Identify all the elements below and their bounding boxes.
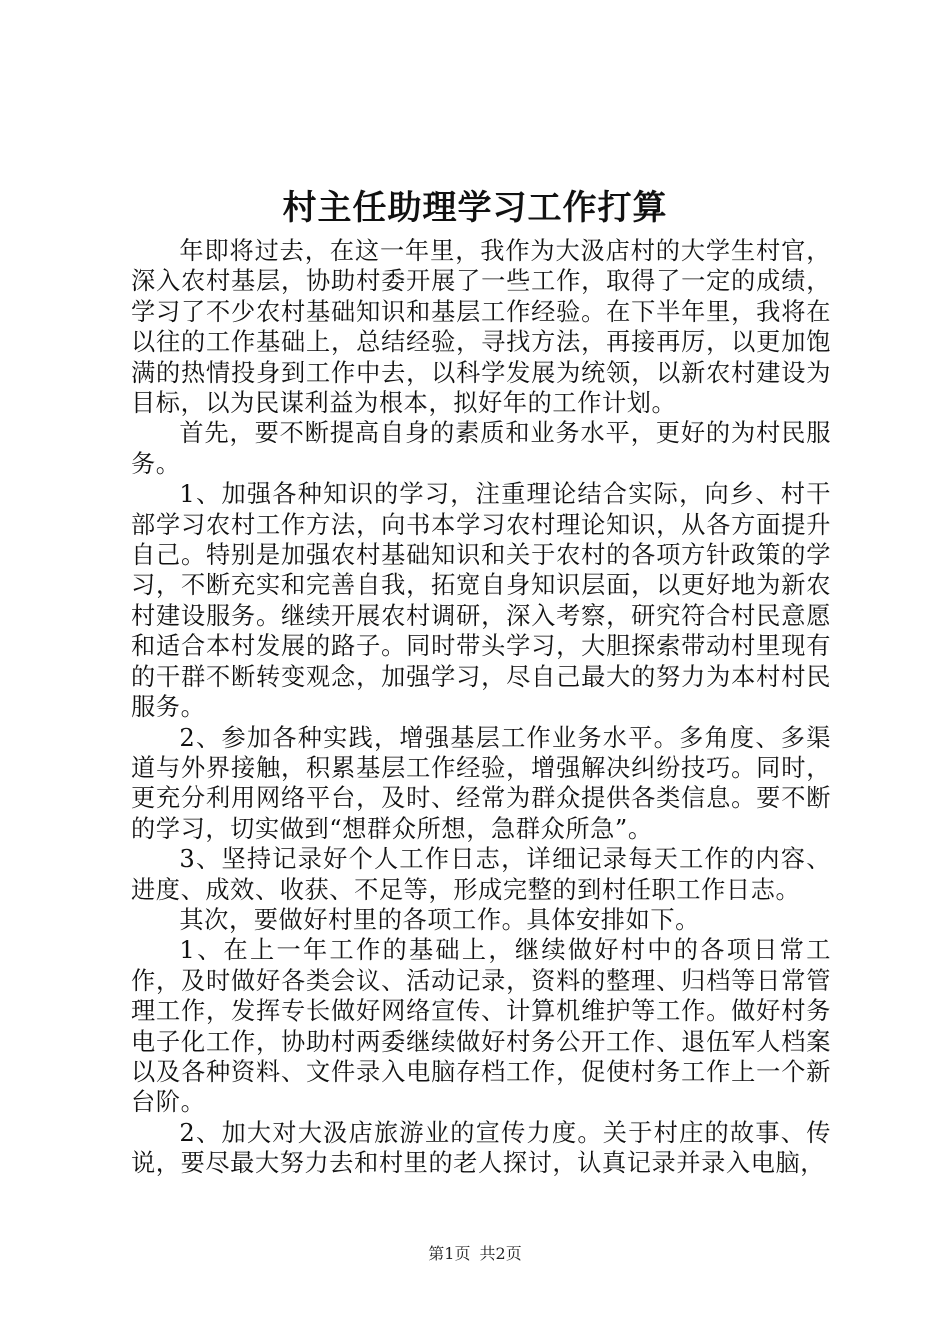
- paragraph: 年即将过去，在这一年里，我作为大汲店村的大学生村官，深入农村基层，协助村委开展了一些工作，取得了一定的成绩，学习了不少农村基础知识和基层工作经验。在下半年里，我将在以往的工作基础上，总结经验，寻找方法，再接再厉，以更加饱满的热情投身到工作中去，以科学发展为统领，以新农村建设为目标，以为民谋利益为根本，拟好年的工作计划。: [131, 237, 831, 418]
- page-total: 共2页: [479, 1244, 522, 1263]
- page-footer: [0, 1242, 950, 1266]
- page-number: 第1页: [428, 1244, 471, 1263]
- paragraph: 2、参加各种实践，增强基层工作业务水平。多角度、多渠道与外界接触，积累基层工作经验，增强解决纠纷技巧。同时，更充分利用网络平台，及时、经常为群众提供各类信息。要不断的学习，切实做到“想群众所想，急群众所急”。: [131, 723, 831, 843]
- paragraph: 1、加强各种知识的学习，注重理论结合实际，向乡、村干部学习农村工作方法，向书本学习农村理论知识，从各方面提升自己。特别是加强农村基础知识和关于农村的各项方针政策的学习，不断充实和完善自我，拓宽自身知识层面，以更好地为新农村建设服务。继续开展农村调研，深入考察，研究符合村民意愿和适合本村发展的路子。同时带头学习，大胆探索带动村里现有的干群不断转变观念，加强学习，尽自己最大的努力为本村村民服务。: [131, 480, 831, 722]
- paragraph: 其次，要做好村里的各项工作。具体安排如下。: [179, 905, 700, 934]
- paragraph: 3、坚持记录好个人工作日志，详细记录每天工作的内容、进度、成效、收获、不足等，形成完整的到村任职工作日志。: [131, 845, 831, 904]
- paragraph: 首先，要不断提高自身的素质和业务水平，更好的为村民服务。: [131, 419, 831, 478]
- document-body: [131, 236, 831, 1179]
- paragraph: 2、加大对大汲店旅游业的宣传力度。关于村庄的故事、传说，要尽最大努力去和村里的老人探讨，认真记录并录入电脑，: [131, 1118, 831, 1178]
- paragraph: 1、在上一年工作的基础上，继续做好村中的各项日常工作，及时做好各类会议、活动记录，资料的整理、归档等日常管理工作，发挥专长做好网络宣传、计算机维护等工作。做好村务电子化工作，协助村两委继续做好村务公开工作、退伍军人档案以及各种资料、文件录入电脑存档工作，促使村务工作上一个新台阶。: [131, 936, 831, 1117]
- document-title: 村主任助理学习工作打算: [282, 188, 668, 228]
